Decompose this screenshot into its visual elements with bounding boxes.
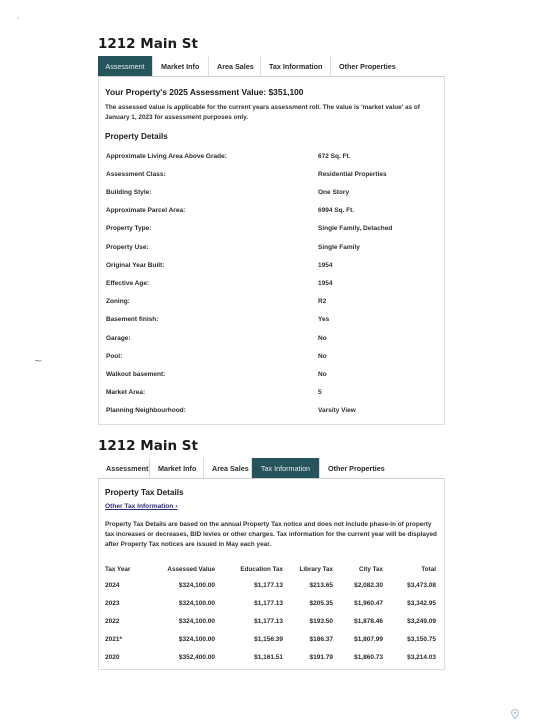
table-cell: $213.65 xyxy=(309,581,333,589)
table-cell: $324,100.00 xyxy=(178,635,215,643)
property-detail-label: Pool: xyxy=(106,352,123,360)
table-header-row xyxy=(105,563,436,576)
property-detail-value: No xyxy=(318,370,327,378)
column-header: Assessed Value xyxy=(167,566,215,573)
property-detail-value: R2 xyxy=(318,298,327,306)
property-detail-label: Building Style: xyxy=(106,188,152,196)
property-detail-label: Walkout basement: xyxy=(106,370,166,378)
column-header: Library Tax xyxy=(299,566,333,573)
table-cell: $324,100.00 xyxy=(178,599,215,607)
tab-tax-information[interactable]: Tax Information xyxy=(261,56,331,76)
property-detail-label: Market Area: xyxy=(106,389,146,397)
property-detail-label: Original Year Built: xyxy=(106,261,165,269)
table-cell: $1,156.39 xyxy=(254,635,283,643)
property-detail-value: Single Family, Detached xyxy=(318,225,393,233)
property-detail-value: No xyxy=(318,352,327,360)
table-cell: $3,249.09 xyxy=(407,617,436,625)
table-cell: $3,150.75 xyxy=(407,635,436,643)
table-cell: $186.37 xyxy=(309,635,333,643)
column-header: Total xyxy=(421,566,436,573)
property-detail-label: Property Type: xyxy=(106,225,152,233)
page-title: 1212 Main St xyxy=(98,438,198,454)
property-detail-label: Property Use: xyxy=(106,243,149,251)
tab-area-sales[interactable]: Area Sales xyxy=(204,458,252,478)
column-header: Tax Year xyxy=(105,566,131,573)
property-detail-label: Zoning: xyxy=(106,298,130,306)
table-row xyxy=(105,576,436,594)
tab-other-properties[interactable]: Other Properties xyxy=(320,458,395,478)
property-detail-value: No xyxy=(318,334,327,342)
property-detail-value: 1954 xyxy=(318,261,333,269)
table-cell: $193.50 xyxy=(309,617,333,625)
property-detail-value: 1954 xyxy=(318,279,333,287)
table-cell: $1,177.13 xyxy=(254,599,283,607)
scan-mark: ~ xyxy=(34,356,43,367)
table-cell: $205.35 xyxy=(309,599,333,607)
table-cell: $352,400.00 xyxy=(178,653,215,661)
other-tax-information-link[interactable]: Other Tax Information › xyxy=(105,503,178,510)
property-detail-value: Yes xyxy=(318,316,330,324)
property-detail-label: Planning Neighbourhood: xyxy=(106,407,186,415)
column-header: Education Tax xyxy=(240,566,283,573)
property-detail-value: 6994 Sq. Ft. xyxy=(318,207,355,215)
property-detail-value: Varsity View xyxy=(318,407,356,415)
table-cell: $191.79 xyxy=(309,653,333,661)
table-cell: 2022 xyxy=(105,617,120,625)
table-cell: $1,177.13 xyxy=(254,617,283,625)
table-row xyxy=(105,648,436,666)
tab-assessment[interactable]: Assessment xyxy=(98,56,153,76)
table-cell: 2023 xyxy=(105,599,120,607)
table-cell: $324,100.00 xyxy=(178,581,215,589)
table-cell: $3,214.03 xyxy=(407,653,436,661)
table-cell: $2,082.30 xyxy=(354,581,383,589)
tab-market-info[interactable]: Market Info xyxy=(153,56,209,76)
column-header: City Tax xyxy=(358,566,383,573)
property-detail-label: Basement finish: xyxy=(106,316,159,324)
table-cell: $324,100.00 xyxy=(178,617,215,625)
table-cell: $1,878.46 xyxy=(354,617,383,625)
table-cell: $1,161.51 xyxy=(254,653,283,661)
property-detail-value: 672 Sq. Ft. xyxy=(318,152,351,160)
property-detail-label: Approximate Parcel Area: xyxy=(106,207,186,215)
tax-history-table xyxy=(105,563,436,666)
property-detail-value: Single Family xyxy=(318,243,360,251)
table-cell: $1,807.99 xyxy=(354,635,383,643)
property-detail-label: Effective Age: xyxy=(106,279,150,287)
table-cell: $1,960.47 xyxy=(354,599,383,607)
property-tax-heading: Property Tax Details xyxy=(105,488,184,497)
tax-details-note: Property Tax Details are based on the annual Property Tax notice and does not include phase-in of property tax increases or decreases, BID levies or other charges. Tax information for the current year will be displayed after Property Tax notices are issued in May each year. xyxy=(105,521,437,548)
tab-area-sales[interactable]: Area Sales xyxy=(209,56,261,76)
property-detail-value: One Story xyxy=(318,188,350,196)
table-cell: 2020 xyxy=(105,653,120,661)
table-cell: $3,473.08 xyxy=(407,581,436,589)
tab-bar xyxy=(98,56,445,77)
location-pin-icon xyxy=(511,709,519,719)
assessment-value-heading: Your Property's 2025 Assessment Value: $351,100 xyxy=(105,87,304,97)
table-cell: $1,177.13 xyxy=(254,581,283,589)
tab-market-info[interactable]: Market Info xyxy=(150,458,204,478)
property-detail-label: Assessment Class: xyxy=(106,170,166,178)
property-detail-label: Approximate Living Area Above Grade: xyxy=(106,152,227,160)
tab-bar xyxy=(98,458,445,479)
assessment-value-note: The assessed value is applicable for the current years assessment roll. The value is 'market value' as of January 1, 2023 for assessment purposes only. xyxy=(105,104,420,121)
table-row xyxy=(105,594,436,612)
property-detail-label: Garage: xyxy=(106,334,131,342)
property-detail-value: 5 xyxy=(318,389,322,397)
table-row xyxy=(105,630,436,648)
scan-mark: · xyxy=(17,14,20,23)
tab-other-properties[interactable]: Other Properties xyxy=(331,56,406,76)
property-detail-value: Residential Properties xyxy=(318,170,387,178)
table-cell: $1,860.73 xyxy=(354,653,383,661)
tab-tax-information[interactable]: Tax Information xyxy=(252,458,320,478)
page-title: 1212 Main St xyxy=(98,36,198,52)
table-row xyxy=(105,612,436,630)
tab-assessment[interactable]: Assessment xyxy=(98,458,150,478)
table-cell: 2021* xyxy=(105,635,122,643)
property-details-heading: Property Details xyxy=(105,132,168,141)
table-cell: $3,342.95 xyxy=(407,599,436,607)
table-cell: 2024 xyxy=(105,581,120,589)
